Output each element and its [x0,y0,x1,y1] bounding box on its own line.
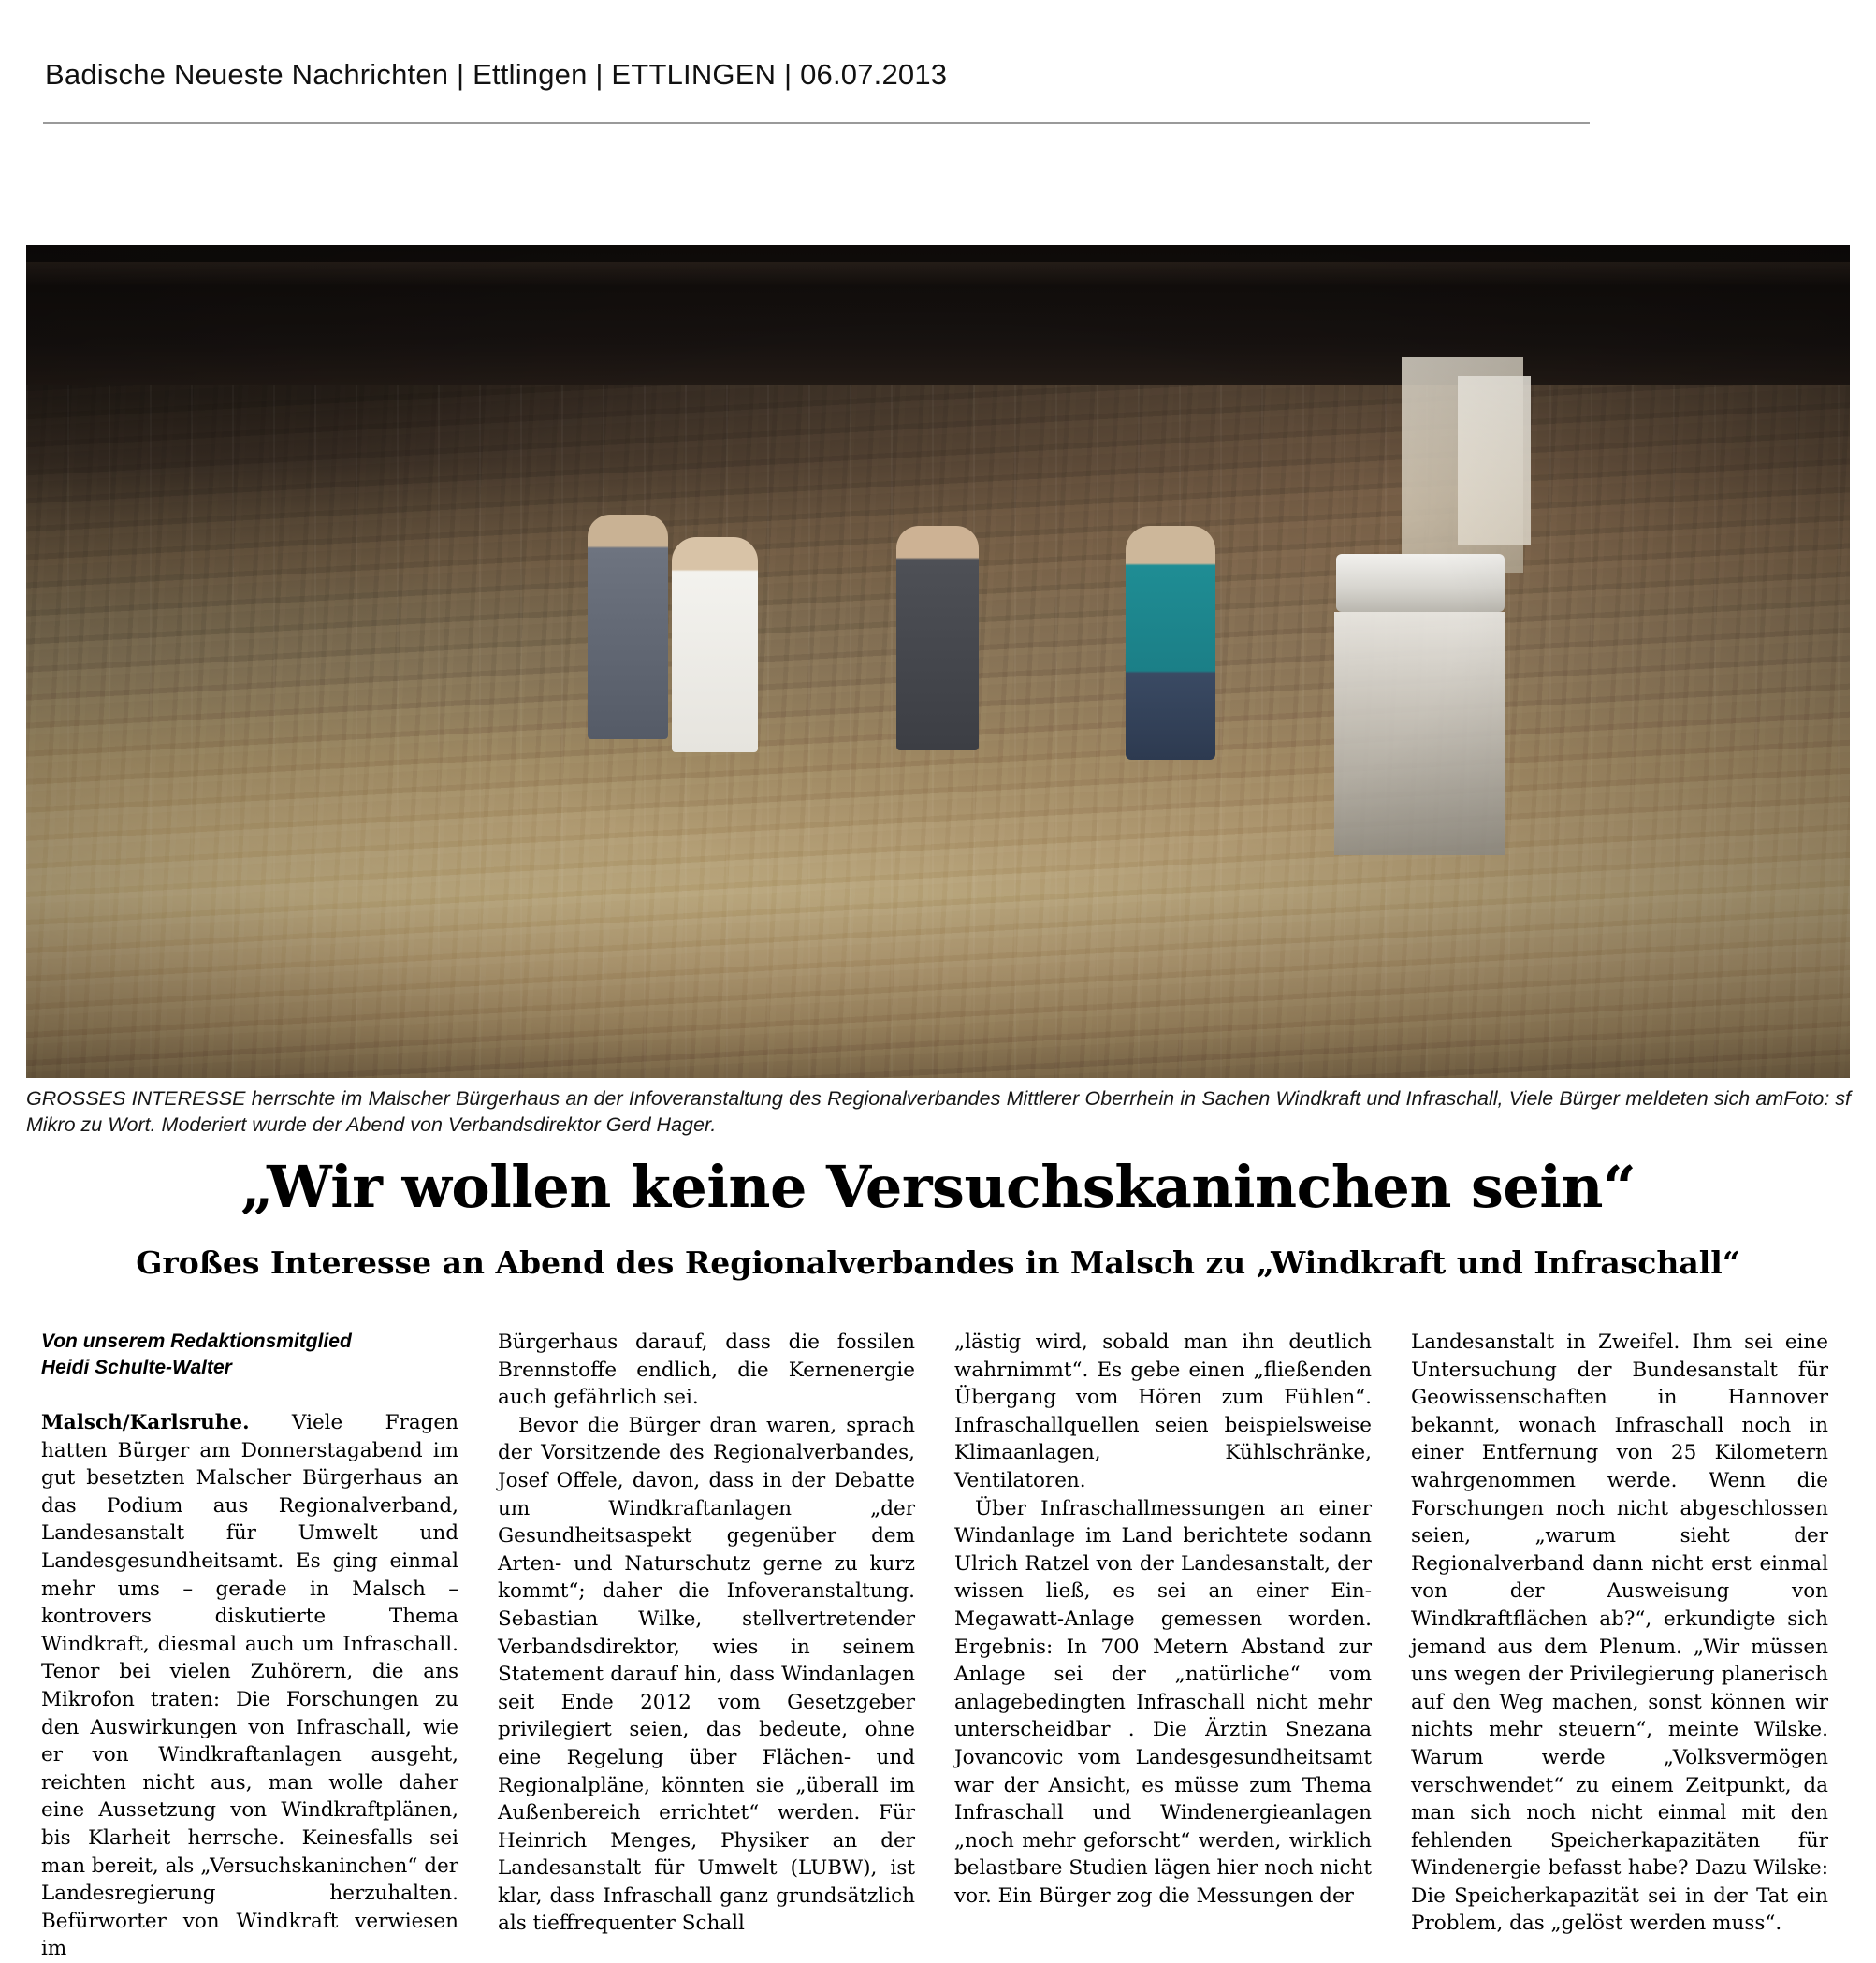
photo-projector-trolley [1334,612,1505,855]
paragraph: Malsch/Karlsruhe. Viele Fragen hatten Bürger am Donnerstagabend im gut besetzten Malscher Bürgerhaus an das Podium aus Regionalverband, Landesanstalt für Umwelt und Landesgesundheitsamt. Es ging einmal mehr ums – gerade in Malsch – kontrovers diskutierte Thema Windkraft, diesmal auch um Infraschall. Tenor bei vielen Zuhörern, die ans Mikrofon traten: Die Forschungen zu den Auswirkungen von Infraschall, wie er von Windkraftanlagen ausgeht, reichten nicht aus, man wolle daher eine Aussetzung von Windkraftplänen, bis Klarheit herrsche. Keinesfalls sei man bereit, als „Versuchskaninchen“ der Landesregierung herzuhalten. Befürworter von Windkraft verwiesen im [41,1411,458,1961]
article-body [41,1329,1835,1963]
byline [41,1329,458,1381]
paragraph: Bürgerhaus darauf, dass die fossilen Brennstoffe endlich, die Kernenergie auch gefährlich sei. [498,1330,915,1410]
article-column-4 [1411,1329,1828,1963]
photo-credit: Foto: sf [1783,1087,1851,1110]
paragraph: Über Infraschallmessungen an einer Windanlage im Land berichtete sodann Ulrich Ratzel von der Landesanstalt, der wissen ließ, es sei an einer Ein-Megawatt-Anlage gemessen worden. Ergebnis: In 700 Metern Abstand zur Anlage sei der „natürliche“ vom anlagebedingten Infraschall nicht mehr unterscheidbar . Die Ärztin Snezana Jovancovic vom Landesgesundheitsamt war der Ansicht, es müsse zum Thema Infraschall und Windenergieanlagen „noch mehr geforscht“ werden, wirklich belastbare Studien lägen hier noch nicht vor. Ein Bürger zog die Messungen der [954,1496,1372,1908]
byline-line-1: Von unserem Redaktionsmitglied [41,1330,352,1352]
article-headline: „Wir wollen keine Versuchskaninchen sein“ [240,1153,1636,1221]
photo-caption-text: GROSSES INTERESSE herrschte im Malscher Bürgerhaus an der Infoveranstaltung des Regionalverbandes Mittlerer Oberrhein in Sachen Windkraft und Infraschall, Viele Bürger meldeten sich am Mikro zu Wort. Moderiert wurde der Abend von Verbandsdirektor Gerd Hager. [26,1087,1784,1136]
paragraph: „lästig wird, sobald man ihn deutlich wahrnimmt“. Es gebe einen „fließenden Übergang vom Hören zum Fühlen“. Infraschallquellen seien beispielsweise Klimaanlagen, Kühlschränke, Ventilatoren. [954,1330,1372,1492]
article-photo [26,245,1850,1078]
photo-standing-person-dark [896,526,979,750]
paragraph: Landesanstalt in Zweifel. Ihm sei eine Untersuchung der Bundesanstalt für Geowissenschaften in Hannover bekannt, wonach Infraschall noch in einer Entfernung von 25 Kilometern wahrgenommen werde. Wenn die Forschungen noch nicht abgeschlossen seien, „warum sieht der Regionalverband dann nicht erst einmal von der Ausweisung von Windkraftflächen ab?“, erkundigte sich jemand aus dem Plenum. „Wir müssen uns wegen der Privilegierung planerisch auf den Weg machen, sonst können wir nichts mehr steuern“, meinte Wilske. Warum werde „Volksvermögen verschwendet“ zu einem Zeitpunkt, da man sich noch nicht einmal mit den fehlenden Speicherkapazitäten für Windenergie befasst habe? Dazu Wilske: Die Speicherkapazität sei in der Tat ein Problem, das „gelöst werden muss“. [1411,1330,1828,1936]
photo-standing-person-white [672,537,758,752]
photo-standing-person-grey [588,515,668,739]
photo-ceiling-beam [26,262,1850,286]
photo-wall-artwork [1458,376,1531,545]
photo-standing-person-teal [1126,526,1215,760]
article-column-3 [954,1329,1372,1963]
paragraph-lead-in: Malsch/Karlsruhe. [41,1411,250,1434]
masthead-line: Badische Neueste Nachrichten | Ettlingen | ETTLINGEN | 06.07.2013 [45,58,948,91]
article-column-1 [41,1329,458,1963]
article-column-2 [498,1329,915,1963]
photo-caption [26,1085,1851,1138]
paragraph: Bevor die Bürger dran waren, sprach der Vorsitzende des Regionalverbandes, Josef Offele, davon, dass in der Debatte um Windkraftanlagen „der Gesundheitsaspekt gegenüber dem Arten- und Naturschutz gerne zu kurz kommt“; daher die Infoveranstaltung. Sebastian Wilke, stellvertretender Verbandsdirektor, wies in seinem Statement darauf hin, dass Windanlagen seit Ende 2012 vom Gesetzgeber privilegiert seien, das bedeute, ohne eine Regelung über Flächen- und Regionalpläne, könnten sie „überall im Außenbereich errichtet“ werden. Für Heinrich Menges, Physiker an der Landesanstalt für Umwelt (LUBW), ist klar, dass Infraschall ganz grundsätzlich als tieffrequenter Schall [498,1413,915,1936]
photo-projector [1336,554,1505,612]
article-subheadline: Großes Interesse an Abend des Regionalverbandes in Malsch zu „Windkraft und Infraschall“ [136,1244,1740,1281]
byline-line-2: Heidi Schulte-Walter [41,1357,232,1378]
header-divider [43,122,1590,124]
